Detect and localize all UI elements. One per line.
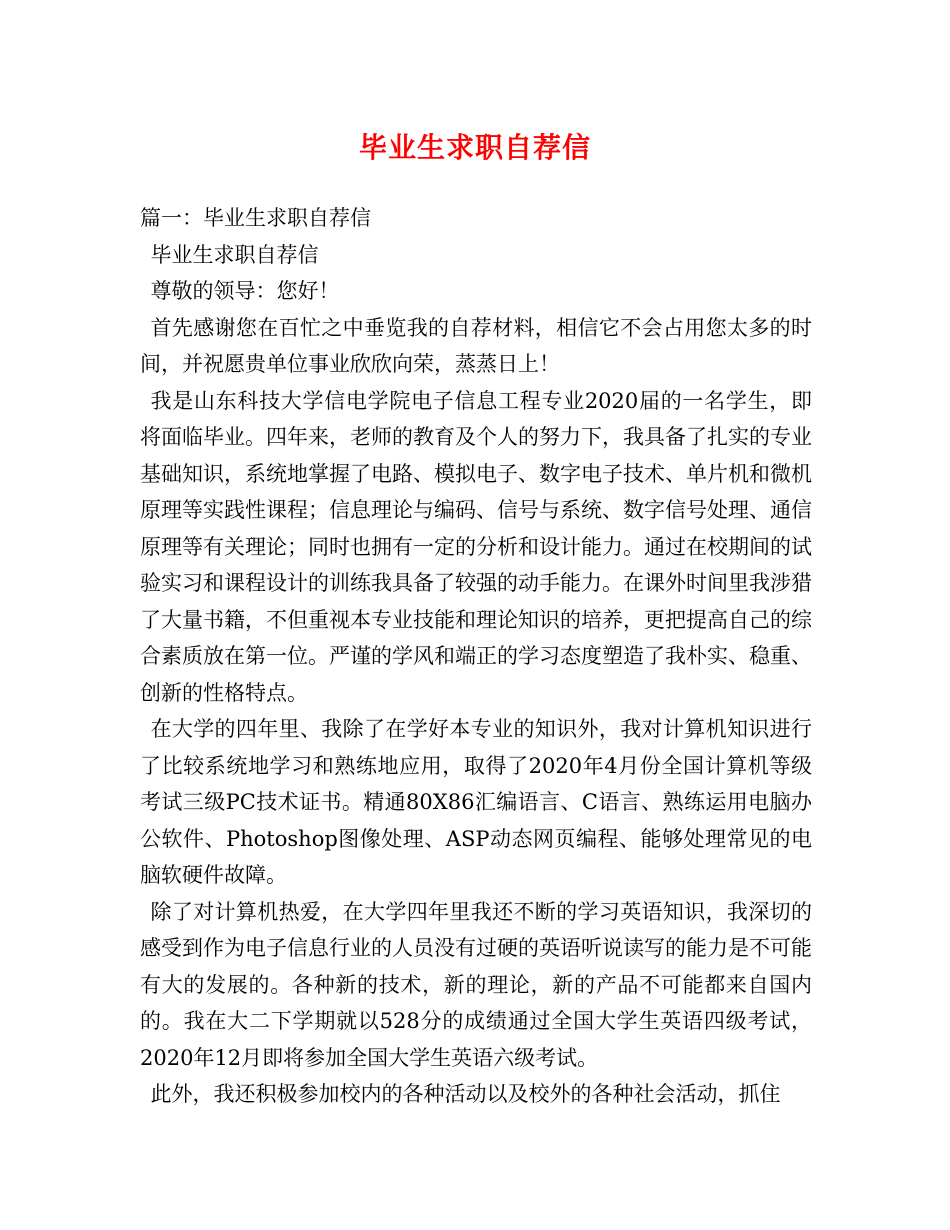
document-body [140,200,812,1113]
salutation: 尊敬的领导：您好！ [150,279,340,303]
body-paragraph: 首先感谢您在百忙之中垂览我的自荐材料，相信它不会占用您太多的时间，并祝愿贵单位事业欣欣向荣，蒸蒸日上！ [140,315,812,376]
letter-title: 毕业生求职自荐信 [150,242,319,267]
body-paragraph: 我是山东科技大学信电学院电子信息工程专业2020届的一名学生，即将面临毕业。四年来，老师的教育及个人的努力下，我具备了扎实的专业基础知识，系统地掌握了电路、模拟电子、数字电子技术、单片机和微机原理等实践性课程；信息理论与编码、信号与系统、数字信号处理、通信原理等有关理论；同时也拥有一定的分析和设计能力。通过在校期间的试验实习和课程设计的训练我具备了较强的动手能力。在课外时间里我涉猎了大量书籍，不但重视本专业技能和理论知识的培养，更把提高自己的综合素质放在第一位。严谨的学风和端正的学习态度塑造了我朴实、稳重、创新的性格特点。 [140,388,812,705]
body-paragraph: 除了对计算机热爱，在大学四年里我还不断的学习英语知识，我深切的感受到作为电子信息行业的人员没有过硬的英语听说读写的能力是不可能有大的发展的。各种新的技术，新的理论，新的产品不可能都来自国内的。我在大二下学期就以528分的成绩通过全国大学生英语四级考试，2020年12月即将参加全国大学生英语六级考试。 [140,899,812,1070]
body-paragraph: 此外，我还积极参加校内的各种活动以及校外的各种社会活动，抓住 [150,1082,781,1106]
document-title: 毕业生求职自荐信 [358,131,591,164]
section-heading: 篇一：毕业生求职自荐信 [140,206,371,230]
body-paragraph: 在大学的四年里、我除了在学好本专业的知识外，我对计算机知识进行了比较系统地学习和熟练地应用，取得了2020年4月份全国计算机等级考试三级PC技术证书。精通80X86汇编语言、C语言、熟练运用电脑办公软件、Photoshop图像处理、ASP动态网页编程、能够处理常见的电脑软硬件故障。 [140,717,812,887]
